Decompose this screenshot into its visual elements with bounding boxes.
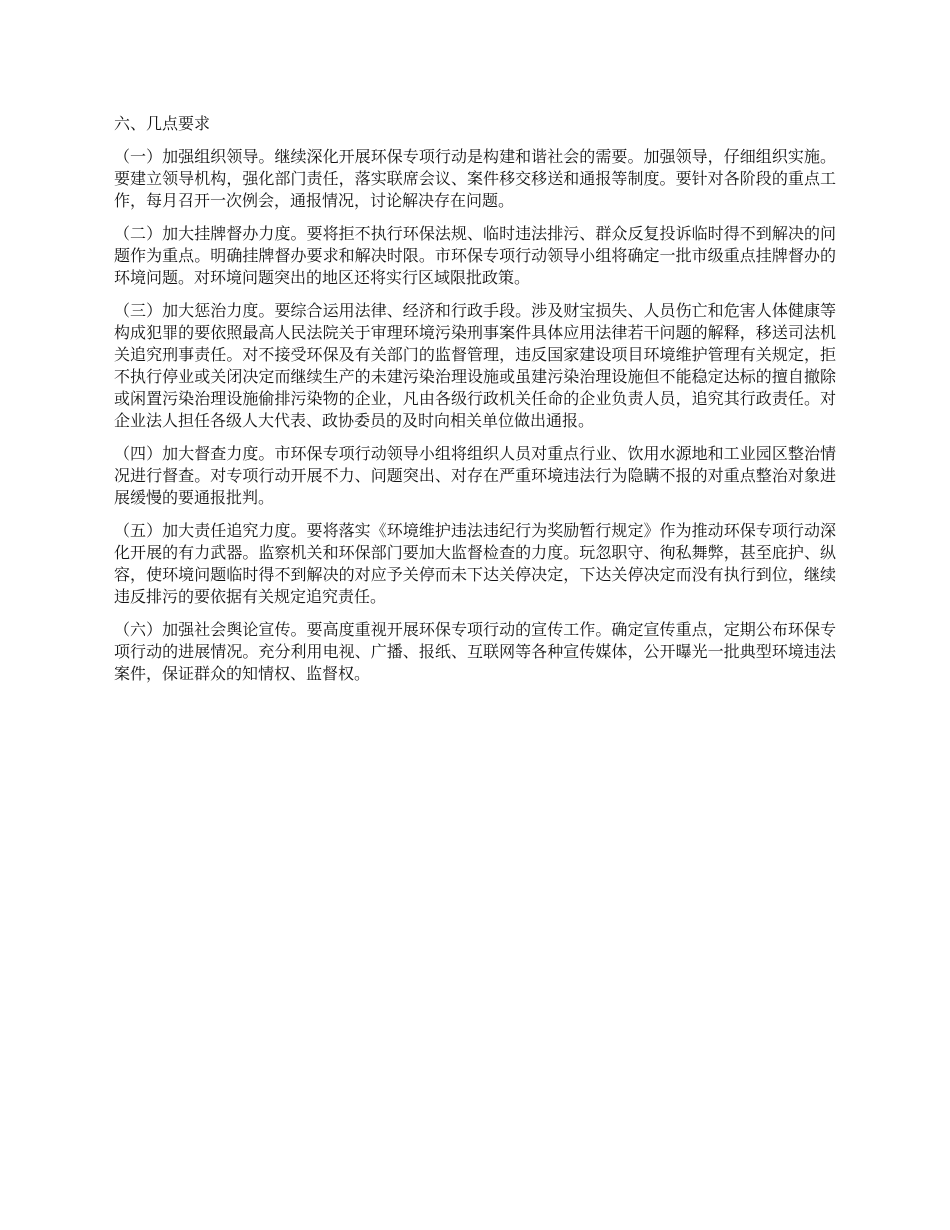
paragraph-1: （一）加强组织领导。继续深化开展环保专项行动是构建和谐社会的需要。加强领导，仔细组织实施。要建立领导机构，强化部门责任，落实联席会议、案件移交移送和通报等制度。要针对各阶段的重点工作，每月召开一次例会，通报情况，讨论解决存在问题。	[114, 147, 836, 210]
section-heading: 六、几点要求	[114, 114, 211, 133]
paragraph-2: （二）加大挂牌督办力度。要将拒不执行环保法规、临时违法排污、群众反复投诉临时得不到解决的问题作为重点。明确挂牌督办要求和解决时限。市环保专项行动领导小组将确定一批市级重点挂牌督办的环境问题。对环境问题突出的地区还将实行区域限批政策。	[114, 224, 836, 287]
paragraph-4: （四）加大督查力度。市环保专项行动领导小组将组织人员对重点行业、饮用水源地和工业园区整治情况进行督查。对专项行动开展不力、问题突出、对存在严重环境违法行为隐瞒不报的对重点整治对象进展缓慢的要通报批判。	[114, 444, 836, 507]
paragraph-3: （三）加大惩治力度。要综合运用法律、经济和行政手段。涉及财宝损失、人员伤亡和危害人体健康等构成犯罪的要依照最高人民法院关于审理环境污染刑事案件具体应用法律若干问题的解释，移送司法机关追究刑事责任。对不接受环保及有关部门的监督管理，违反国家建设项目环境维护管理有关规定，拒不执行停业或关闭决定而继续生产的未建污染治理设施或虽建污染治理设施但不能稳定达标的擅自撤除或闲置污染治理设施偷排污染物的企业，凡由各级行政机关任命的企业负责人员，追究其行政责任。对企业法人担任各级人大代表、政协委员的及时向相关单位做出通报。	[114, 301, 836, 430]
paragraph-6: （六）加强社会舆论宣传。要高度重视开展环保专项行动的宣传工作。确定宣传重点，定期公布环保专项行动的进展情况。充分利用电视、广播、报纸、互联网等各种宣传媒体，公开曝光一批典型环境违法案件，保证群众的知情权、监督权。	[114, 620, 836, 683]
document-page	[114, 112, 836, 696]
paragraph-5: （五）加大责任追究力度。要将落实《环境维护违法违纪行为奖励暂行规定》作为推动环保专项行动深化开展的有力武器。监察机关和环保部门要加大监督检查的力度。玩忽职守、徇私舞弊，甚至庇护、纵容，使环境问题临时得不到解决的对应予关停而未下达关停决定，下达关停决定而没有执行到位，继续违反排污的要依据有关规定追究责任。	[114, 521, 836, 606]
